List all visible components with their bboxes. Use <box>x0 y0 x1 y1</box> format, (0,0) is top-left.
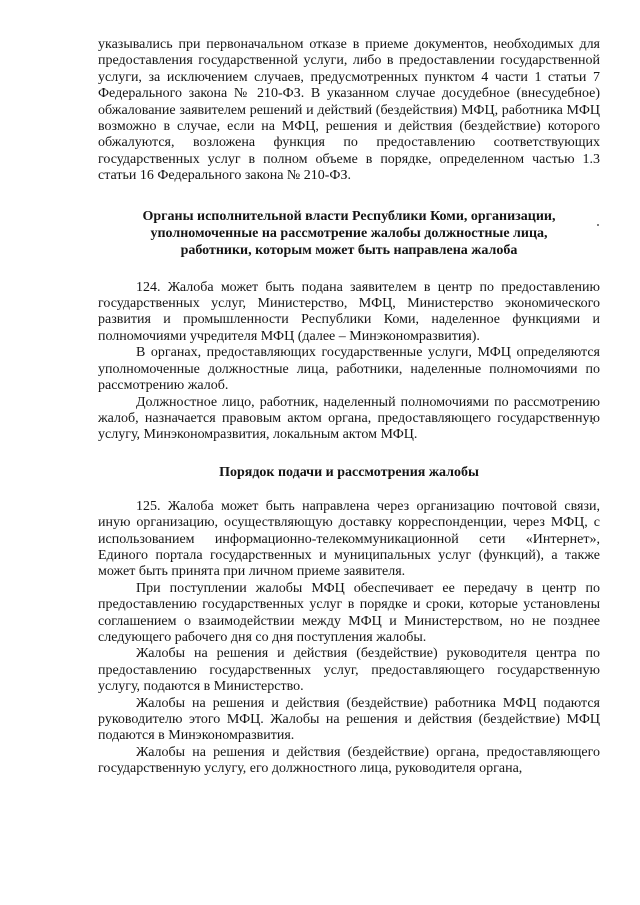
paragraph-124: 124. Жалоба может быть подана заявителем в центр по предоставлению государственных услуг, Министерство, МФЦ, Министерство экономического развития и промышленности Республики Коми, наделенное функциями и полномочиями учредителя МФЦ (далее – Минэкономразвития). <box>98 279 600 344</box>
paragraph-125: 125. Жалоба может быть направлена через организацию почтовой связи, иную организацию, осуществляющую доставку корреспонденции, через МФЦ, с использованием информационно-телекоммуникационной сети «Интернет», Единого портала государственных и муниципальных услуг (функций), а также может быть принята при личном приеме заявителя. <box>98 498 600 580</box>
paragraph-center-head-complaints: Жалобы на решения и действия (бездействие) руководителя центра по предоставлению государственных услуг, предоставляющего государственную услугу, подаются в Министерство. <box>98 646 600 695</box>
section-heading-complaint-procedure: Порядок подачи и рассмотрения жалобы <box>219 464 479 480</box>
paragraph-official-appointment: Должностное лицо, работник, наделенный полномочиями по рассмотрению жалоб, назначается правовым актом органа, предоставляющего государственную услугу, Минэкономразвития, локальным актом МФЦ. <box>98 394 600 443</box>
paragraph-mfc-forwarding: При поступлении жалобы МФЦ обеспечивает ее передачу в центр по предоставлению государственных услуг в порядке и сроки, которые установлены соглашением о взаимодействии между МФЦ и Министерством, но не позднее следующего рабочего дня со дня поступления жалобы. <box>98 580 600 645</box>
document-body <box>98 37 600 778</box>
continuation-paragraph: указывались при первоначальном отказе в приеме документов, необходимых для предоставления государственной услуги, либо в предоставлении государственной услуги, за исключением случаев, предусмотренных пунктом 4 части 1 статьи 7 Федерального закона № 210-ФЗ. В указанном случае досудебное (внесудебное) обжалование заявителем решений и действий (бездействия) МФЦ, работника МФЦ возможно в случае, если на МФЦ, решения и действия (бездействие) которого обжалуются, возложена функция по предоставлению соответствующих государственных услуг в полном объеме в порядке, определенном частью 1.3 статьи 16 Федерального закона № 210-ФЗ. <box>98 37 600 184</box>
section-heading-complaint-bodies: Органы исполнительной власти Республики Коми, организации, уполномоченные на рассмотрение жалобы должностные лица, работники, которым может быть направлена жалоба <box>142 208 556 258</box>
paragraph-agency-complaints: Жалобы на решения и действия (бездействие) органа, предоставляющего государственную услугу, его должностного лица, руководителя органа, <box>98 744 600 777</box>
paragraph-authorized-officials: В органах, предоставляющих государственные услуги, МФЦ определяются уполномоченные должностные лица, работники, наделенные полномочиями по рассмотрению жалоб. <box>98 345 600 394</box>
paragraph-mfc-worker-complaints: Жалобы на решения и действия (бездействие) работника МФЦ подаются руководителю этого МФЦ. Жалобы на решения и действия (бездействие) МФЦ подаются в Минэкономразвития. <box>98 695 600 744</box>
